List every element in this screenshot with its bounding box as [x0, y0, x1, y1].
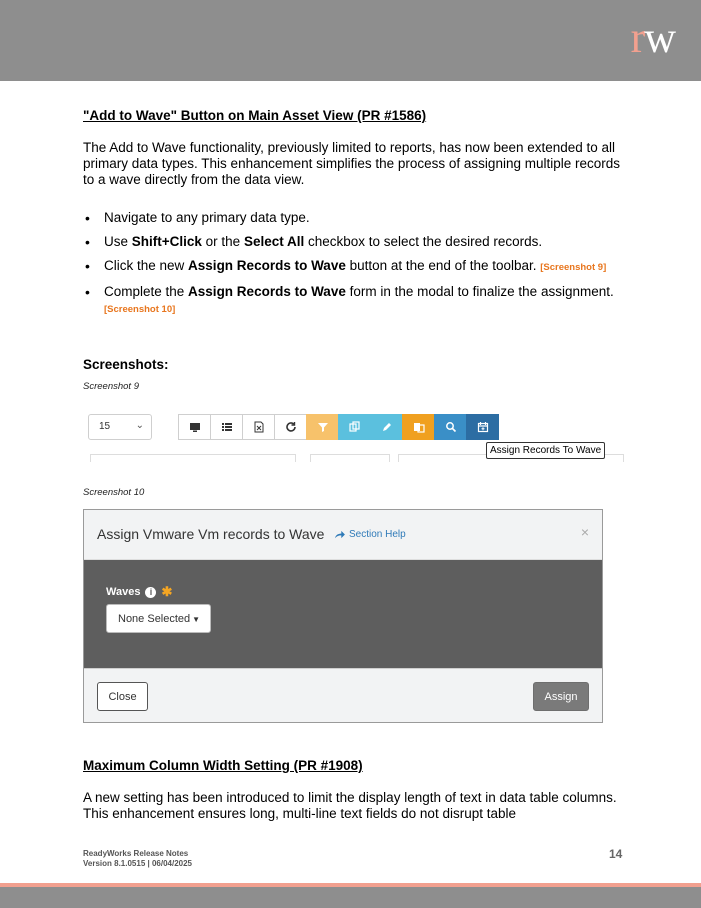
section-help-link[interactable]: Section Help	[334, 529, 406, 540]
edit-button[interactable]	[370, 414, 403, 440]
refresh-button[interactable]	[274, 414, 307, 440]
header-band	[0, 0, 701, 81]
page-number: 14	[609, 847, 623, 861]
paste-button[interactable]	[402, 414, 435, 440]
list-icon	[221, 421, 233, 433]
calendar-icon	[477, 421, 489, 433]
screenshots-heading: Screenshots:	[83, 357, 169, 372]
refresh-icon	[285, 421, 297, 433]
waves-dropdown[interactable]: None Selected ▼	[106, 604, 211, 633]
modal-header	[84, 510, 602, 560]
footer-band	[0, 887, 701, 908]
screenshot-10-caption: Screenshot 10	[83, 487, 145, 498]
copy-button[interactable]	[338, 414, 371, 440]
excel-icon	[253, 421, 265, 433]
caret-down-icon: ▼	[192, 615, 201, 624]
list-view-button[interactable]	[210, 414, 243, 440]
edit-icon	[381, 421, 393, 433]
info-icon: i	[145, 587, 156, 598]
screenshot-9-toolbar	[88, 406, 624, 462]
modal-body	[84, 560, 602, 668]
section-title: "Add to Wave" Button on Main Asset View (PR #1586)	[83, 108, 427, 123]
filter-icon	[317, 421, 329, 433]
assign-records-to-wave-button[interactable]	[466, 414, 499, 440]
list-item: • Complete the Assign Records to Wave form in the modal to finalize the assignment. [Screenshot 10]	[83, 284, 623, 318]
copy-icon	[349, 421, 361, 433]
section-intro: The Add to Wave functionality, previously limited to reports, has now been extended to all primary data types. This enhancement simplifies the process of assigning multiple records to a wave directly from the data view.	[83, 140, 621, 187]
screenshot-9-caption: Screenshot 9	[83, 381, 139, 392]
filter-button[interactable]	[306, 414, 339, 440]
section-max-column-width	[83, 758, 623, 822]
list-item: • Click the new Assign Records to Wave button at the end of the toolbar. [Screenshot 9]	[83, 258, 623, 276]
tooltip: Assign Records To Wave	[486, 442, 605, 459]
page-size-select[interactable]: 15 ⌄	[88, 414, 152, 440]
assign-wave-modal	[83, 509, 603, 723]
table-edge	[90, 454, 296, 462]
table-edge	[310, 454, 390, 462]
modal-footer	[84, 668, 602, 723]
monitor-icon	[189, 421, 201, 433]
assign-button[interactable]: Assign	[533, 682, 589, 711]
readyworks-logo: rw	[630, 13, 675, 62]
required-star-icon: ✱	[161, 584, 173, 599]
waves-label: Waves i ✱	[106, 584, 173, 599]
screenshot-reference: [Screenshot 10]	[104, 304, 176, 315]
section-intro: A new setting has been introduced to limit the display length of text in data table columns. This enhancement ensures long, multi-line text fields do not disrupt table	[83, 790, 617, 821]
screenshot-reference: [Screenshot 9]	[540, 262, 607, 273]
monitor-button[interactable]	[178, 414, 211, 440]
list-item: • Use Shift+Click or the Select All checkbox to select the desired records.	[83, 234, 623, 250]
close-icon[interactable]: ×	[580, 524, 589, 540]
chevron-down-icon: ⌄	[135, 420, 144, 431]
modal-title: Assign Vmware Vm records to Wave	[97, 526, 325, 542]
list-item: • Navigate to any primary data type.	[83, 210, 623, 226]
steps-list	[83, 210, 623, 318]
share-arrow-icon	[334, 530, 345, 539]
export-excel-button[interactable]	[242, 414, 275, 440]
paste-icon	[413, 421, 425, 433]
search-icon	[445, 421, 457, 433]
section-add-to-wave	[83, 108, 623, 326]
footer-doc-info: ReadyWorks Release Notes Version 8.1.0515 | 06/04/2025	[83, 849, 192, 868]
search-button[interactable]	[434, 414, 467, 440]
close-button[interactable]: Close	[97, 682, 148, 711]
section-title: Maximum Column Width Setting (PR #1908)	[83, 758, 363, 773]
